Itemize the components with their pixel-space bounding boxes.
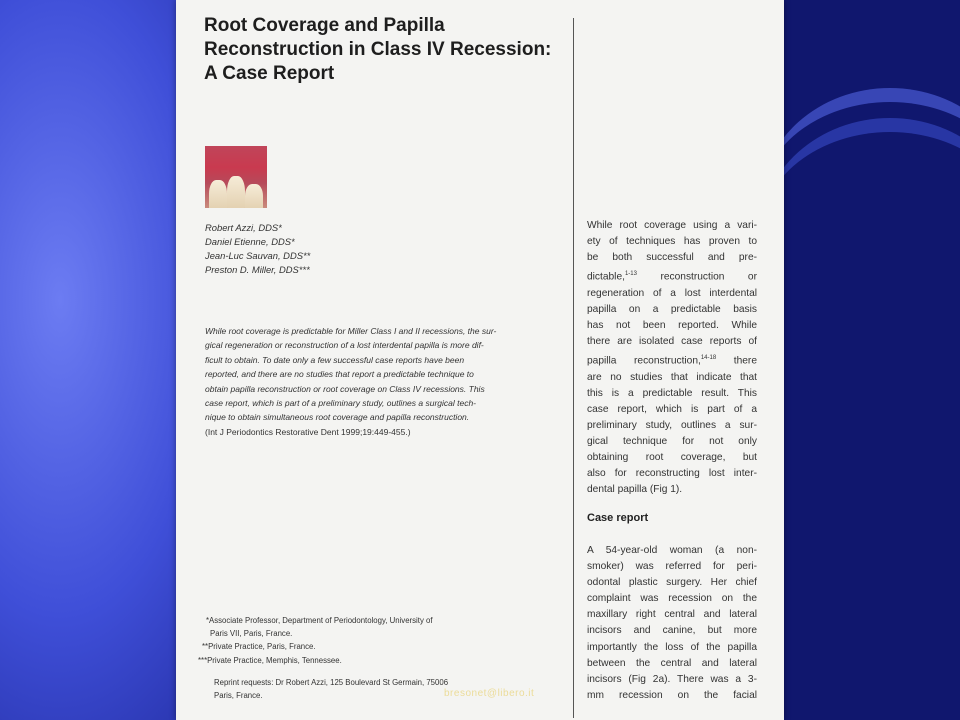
intro-line: be both successful and pre- xyxy=(587,252,757,264)
case-line: incisors and canine, but more xyxy=(587,625,757,637)
reference-superscript: 1-13 xyxy=(624,271,637,278)
footnote-line: Paris VII, Paris, France. xyxy=(210,629,293,639)
reprint-line: Reprint requests: Dr Robert Azzi, 125 Boulevard St Germain, 75006 xyxy=(214,678,449,687)
article-page xyxy=(176,0,784,720)
intro-line: papilla on a predictable basis xyxy=(587,303,757,315)
intro-line: ety of techniques has proven to xyxy=(587,236,757,248)
tooth-shape xyxy=(245,184,263,208)
footnote-line: *Associate Professor, Department of Periodontology, University of xyxy=(206,616,433,625)
tooth-shape xyxy=(209,180,227,208)
abstract xyxy=(205,324,557,439)
intro-line: papilla reconstruction, xyxy=(587,355,701,367)
intro-line: dictable, xyxy=(587,271,625,283)
column-divider xyxy=(573,18,574,718)
citation: (Int J Periodontics Restorative Dent 1999;19:449-455.) xyxy=(205,426,411,437)
intro-line: has not been reported. While xyxy=(587,319,757,331)
abstract-line: While root coverage is predictable for Miller Class I and II recessions, the sur- xyxy=(205,326,497,336)
footnote-line: **Private Practice, Paris, France. xyxy=(202,642,316,652)
case-line: A 54-year-old woman (a non- xyxy=(587,545,757,556)
abstract-line: reported, and there are no studies that report a predictable technique to xyxy=(205,369,474,380)
intro-line-tail: reconstruction or xyxy=(636,271,757,283)
intro-line-with-ref xyxy=(587,350,757,369)
abstract-line: obtain papilla reconstruction or root coverage on Class IV recessions. This xyxy=(205,383,485,394)
tooth-shape xyxy=(227,176,245,208)
case-line: smoker) was referred for peri- xyxy=(587,561,757,573)
intro-line: case report, which is part of a xyxy=(587,403,757,415)
author-name: Jean-Luc Sauvan, DDS** xyxy=(205,250,311,261)
case-line: mm recession on the facial xyxy=(587,689,757,701)
author-name: Robert Azzi, DDS* xyxy=(205,222,282,233)
title-line: A Case Report xyxy=(204,63,335,84)
intro-line: obtaining root coverage, but xyxy=(587,452,757,464)
intro-line: While root coverage using a vari- xyxy=(587,220,757,231)
reprint-line: Paris, France. xyxy=(214,691,263,700)
case-line: complaint was recession on the xyxy=(587,593,757,605)
author-name: Preston D. Miller, DDS*** xyxy=(205,264,310,275)
intro-line: also for reconstructing lost inter- xyxy=(587,468,757,480)
title-line: Root Coverage and Papilla xyxy=(204,15,445,36)
abstract-line: gical regeneration or reconstruction of a lost interdental papilla is more dif- xyxy=(205,340,484,351)
case-line: between the central and lateral xyxy=(587,657,757,669)
title-line: Reconstruction in Class IV Recession: xyxy=(204,39,552,60)
intro-line: regeneration of a lost interdental xyxy=(587,287,757,299)
case-line: importantly the loss of the papilla xyxy=(587,641,757,653)
intro-line: this is a predictable result. This xyxy=(587,387,757,399)
intro-line: there are isolated case reports of xyxy=(587,336,757,348)
gingiva-photo xyxy=(205,146,267,208)
author-list xyxy=(205,221,310,277)
footnote-line: ***Private Practice, Memphis, Tennessee. xyxy=(198,655,342,665)
case-paragraph xyxy=(587,543,757,704)
abstract-line: case report, which is part of a preliminary study, outlines a surgical tech- xyxy=(205,398,477,409)
intro-paragraph xyxy=(587,218,757,498)
abstract-line: nique to obtain simultaneous root coverage and papilla reconstruction. xyxy=(205,412,470,423)
case-line: maxillary right central and lateral xyxy=(587,609,757,621)
reference-superscript: 14-18 xyxy=(700,355,717,362)
intro-line: are no studies that indicate that xyxy=(587,371,757,383)
intro-line: gical technique for not only xyxy=(587,436,757,447)
watermark: bresonet@libero.it xyxy=(444,688,535,699)
intro-line: dental papilla (Fig 1). xyxy=(587,484,683,496)
case-line: odontal plastic surgery. Her chief xyxy=(587,577,757,589)
intro-line-with-ref xyxy=(587,266,757,285)
intro-line-tail: there xyxy=(716,355,757,367)
case-line: incisors (Fig 2a). There was a 3- xyxy=(587,673,757,685)
footnotes xyxy=(198,614,433,667)
section-heading: Case report xyxy=(587,512,649,524)
author-name: Daniel Etienne, DDS* xyxy=(205,236,295,247)
abstract-line: ficult to obtain. To date only a few successful case reports have been xyxy=(205,354,465,365)
article-title xyxy=(204,14,584,86)
intro-line: preliminary study, outlines a sur- xyxy=(587,419,757,431)
